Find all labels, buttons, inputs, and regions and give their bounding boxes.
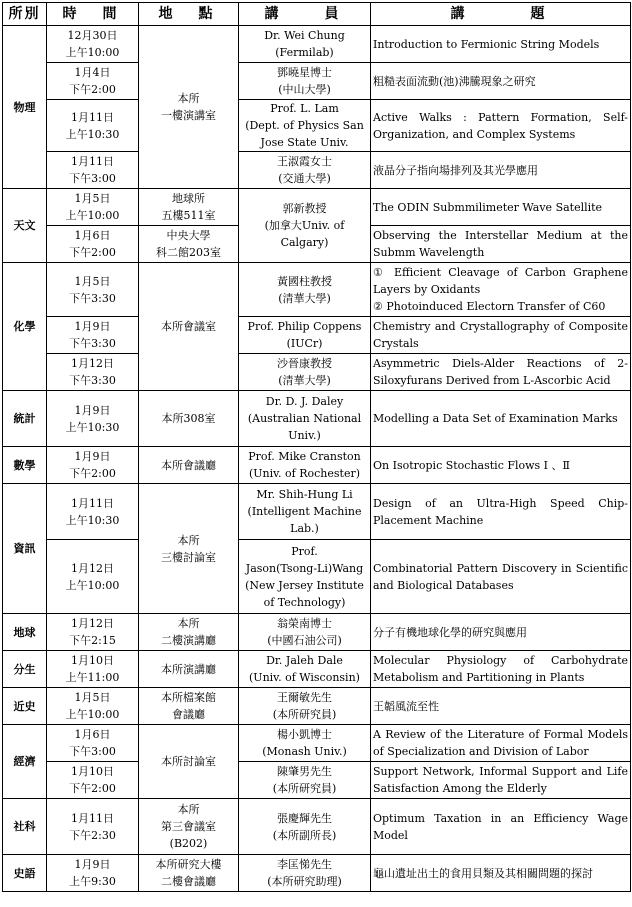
speaker-line: 翁榮南博士 [277, 617, 332, 630]
venue-cell [139, 651, 239, 688]
speaker-line: 張慶輝先生 [277, 811, 332, 825]
time-cell [47, 799, 139, 855]
topic-text: Asymmetric Diels-Alder Reactions of 2-Siloxyfurans Derived from L-Ascorbic Acid [373, 357, 628, 387]
speaker-line: (IUCr) [286, 337, 323, 350]
time-line: 下午3:00 [69, 172, 116, 185]
topic-text: 液晶分子指向場排列及其光學應用 [373, 163, 538, 177]
topic-cell [371, 26, 631, 63]
schedule-row [3, 152, 631, 189]
header-topic: 講 題 [371, 3, 631, 26]
speaker-line: (本所研究助理) [267, 875, 342, 888]
time-line: 1月12日 [71, 357, 114, 370]
speaker-line: (加拿大Univ. of [264, 219, 345, 232]
time-cell [47, 484, 139, 540]
schedule-row [3, 651, 631, 688]
time-cell [47, 540, 139, 614]
venue-line: 地球所 [172, 192, 205, 205]
venue-cell [139, 189, 239, 226]
schedule-row [3, 354, 631, 391]
time-line: 上午10:00 [65, 209, 120, 222]
time-line: 1月5日 [74, 274, 111, 288]
topic-text: Observing the Interstellar Medium at the Submm Wavelength [373, 229, 628, 259]
venue-line: 本所會議室 [161, 320, 216, 333]
venue-cell [139, 614, 239, 651]
time-cell [47, 100, 139, 152]
time-line: 1月12日 [71, 617, 114, 630]
venue-cell [139, 799, 239, 855]
institute-cell: 數學 [3, 447, 47, 484]
topic-cell [371, 651, 631, 688]
institute-cell: 近史 [3, 688, 47, 725]
time-cell [47, 855, 139, 892]
header-time: 時 間 [47, 3, 139, 26]
time-line: 1月11日 [71, 155, 114, 168]
venue-line: 三樓討論室 [161, 550, 216, 564]
time-line: 下午2:00 [69, 246, 116, 259]
schedule-row [3, 391, 631, 447]
topic-text: On Isotropic Stochastic Flows Ⅰ 、Ⅱ [373, 458, 571, 472]
venue-cell [139, 226, 239, 263]
topic-cell [371, 484, 631, 540]
schedule-row [3, 614, 631, 651]
speaker-line: 鄧曉星博士 [277, 66, 332, 79]
topic-cell [371, 354, 631, 391]
speaker-cell [239, 540, 371, 614]
venue-line: 本所檔案館 [161, 691, 216, 704]
schedule-row [3, 263, 631, 317]
time-cell [47, 688, 139, 725]
topic-text: 王韜風流至性 [373, 699, 439, 713]
speaker-cell [239, 189, 371, 263]
time-cell [47, 263, 139, 317]
time-line: 1月4日 [74, 66, 111, 79]
topic-text: Modelling a Data Set of Examination Marks [373, 412, 618, 425]
topic-text: Active Walks : Pattern Formation, Self-Organization, and Complex Systems [373, 110, 628, 141]
speaker-line: (中山大學) [278, 83, 331, 96]
institute-cell: 地球 [3, 614, 47, 651]
venue-cell [139, 263, 239, 391]
speaker-cell [239, 484, 371, 540]
schedule-row [3, 540, 631, 614]
time-cell [47, 26, 139, 63]
time-line: 上午10:00 [65, 578, 120, 592]
topic-cell [371, 189, 631, 226]
speaker-line: (Univ. of Wisconsin) [249, 671, 360, 684]
topic-text: Support Network, Informal Support and Life Satisfaction Among the Elderly [373, 765, 628, 795]
speaker-line: 郭新教授 [282, 202, 327, 215]
schedule-row [3, 26, 631, 63]
venue-cell [139, 26, 239, 189]
topic-cell [371, 799, 631, 855]
time-line: 下午2:00 [69, 83, 116, 96]
topic-cell [371, 614, 631, 651]
topic-text: ① Efficient Cleavage of Carbon Graphene Layers by Oxidants [373, 266, 628, 296]
speaker-cell [239, 688, 371, 725]
time-line: 1月9日 [74, 858, 111, 871]
topic-text: Combinatorial Pattern Discovery in Scientific and Biological Databases [373, 561, 628, 592]
topic-text: 粗糙表面流動(池)沸騰現象之研究 [373, 74, 536, 88]
time-line: 上午11:00 [65, 671, 120, 684]
speaker-cell [239, 317, 371, 354]
schedule-row [3, 688, 631, 725]
topic-text: Molecular Physiology of Carbohydrate Metabolism and Partitioning in Plants [373, 654, 628, 684]
speaker-line: Prof. Mike Cranston [248, 450, 361, 463]
speaker-cell [239, 354, 371, 391]
speaker-line: (Monash Univ.) [262, 745, 347, 758]
speaker-cell [239, 152, 371, 189]
speaker-line: Univ.) [288, 429, 321, 442]
topic-cell [371, 100, 631, 152]
speaker-cell [239, 63, 371, 100]
time-line: 1月9日 [74, 320, 111, 333]
institute-cell: 物理 [3, 26, 47, 189]
institute-cell: 天文 [3, 189, 47, 263]
speaker-line: 楊小凱博士 [277, 728, 332, 741]
time-line: 1月11日 [71, 110, 114, 124]
time-line: 上午10:30 [65, 127, 120, 141]
speaker-line: 黃國柱教授 [277, 274, 332, 288]
venue-line: 本所演講廳 [161, 662, 216, 676]
speaker-line: (清華大學) [278, 291, 331, 305]
time-line: 1月6日 [74, 229, 111, 242]
venue-line: 二樓演講廳 [161, 634, 216, 647]
speaker-line: Jason(Tsong-Li)Wang [245, 561, 364, 575]
header-row [3, 3, 631, 26]
venue-line: 本所 [177, 617, 200, 630]
schedule-row [3, 484, 631, 540]
speaker-line: (Dept. of Physics San [245, 119, 364, 132]
schedule-row [3, 63, 631, 100]
institute-cell: 分生 [3, 651, 47, 688]
topic-text: Chemistry and Crystallography of Composite Crystals [373, 320, 628, 350]
speaker-cell [239, 447, 371, 484]
schedule-row [3, 189, 631, 226]
venue-line: 第三會議室 [161, 820, 216, 833]
venue-cell [139, 447, 239, 484]
time-line: 上午9:30 [69, 875, 116, 888]
topic-cell [371, 263, 631, 317]
institute-cell: 史語 [3, 855, 47, 892]
venue-line: 本所 [177, 803, 200, 816]
topic-cell [371, 63, 631, 100]
time-line: 1月12日 [71, 561, 114, 575]
time-line: 1月11日 [71, 496, 114, 510]
header-speaker: 講 員 [239, 3, 371, 26]
time-line: 下午2:00 [69, 782, 116, 795]
speaker-cell [239, 651, 371, 688]
topic-text: 龜山遺址出土的食用貝類及其相關問題的探討 [373, 866, 593, 880]
venue-line: 本所會議廳 [161, 458, 216, 472]
schedule-row [3, 855, 631, 892]
time-line: 上午10:30 [65, 420, 120, 434]
venue-cell [139, 484, 239, 614]
speaker-line: (Australian National [247, 412, 362, 425]
speaker-cell [239, 799, 371, 855]
speaker-line: Lab.) [290, 522, 319, 535]
speaker-line: Calgary) [280, 236, 329, 249]
time-cell [47, 317, 139, 354]
speaker-line: Dr. Jaleh Dale [266, 654, 343, 667]
speaker-line: Mr. Shih-Hung Li [256, 488, 353, 501]
topic-cell [371, 725, 631, 762]
time-line: 1月10日 [71, 765, 114, 778]
time-line: 1月11日 [71, 811, 114, 825]
institute-cell: 經濟 [3, 725, 47, 799]
speaker-line: 沙晉康教授 [277, 357, 332, 370]
venue-line: 五樓511室 [161, 209, 216, 222]
topic-cell [371, 855, 631, 892]
time-cell [47, 189, 139, 226]
topic-cell [371, 688, 631, 725]
time-line: 下午3:30 [69, 337, 116, 350]
speaker-line: 陳肇男先生 [277, 765, 332, 778]
schedule-row [3, 317, 631, 354]
time-cell [47, 447, 139, 484]
time-line: 1月9日 [74, 450, 111, 463]
speaker-line: (New Jersey Institute [245, 578, 364, 592]
venue-line: 一樓演講室 [161, 109, 216, 122]
speaker-cell [239, 725, 371, 762]
speaker-line: (清華大學) [278, 374, 331, 387]
speaker-line: (Univ. of Rochester) [248, 467, 361, 480]
speaker-line: (本所副所長) [272, 828, 337, 842]
time-cell [47, 614, 139, 651]
speaker-line: Prof. Philip Coppens [247, 320, 362, 333]
time-cell [47, 354, 139, 391]
time-cell [47, 725, 139, 762]
venue-cell [139, 688, 239, 725]
time-cell [47, 762, 139, 799]
topic-text: Design of an Ultra-High Speed Chip-Placement Machine [373, 496, 628, 527]
time-cell [47, 152, 139, 189]
venue-cell [139, 855, 239, 892]
speaker-line: (Fermilab) [275, 46, 334, 59]
time-line: 上午10:00 [65, 708, 120, 721]
time-line: 1月5日 [74, 192, 111, 205]
time-line: 1月9日 [74, 403, 111, 417]
venue-line: 科二館203室 [156, 246, 221, 259]
time-line: 下午3:30 [69, 374, 116, 387]
time-line: 下午3:00 [69, 745, 116, 758]
time-line: 1月10日 [71, 654, 114, 667]
topic-text: A Review of the Literature of Formal Models of Specialization and Division of Labor [373, 728, 628, 758]
speaker-line: Dr. D. J. Daley [265, 395, 344, 408]
venue-line: 本所討論室 [161, 755, 216, 768]
schedule-row [3, 447, 631, 484]
speaker-cell [239, 391, 371, 447]
topic-cell [371, 226, 631, 263]
schedule-row [3, 762, 631, 799]
header-institute: 所別 [3, 3, 47, 26]
time-line: 1月5日 [74, 691, 111, 704]
speaker-line: (中國石油公司) [267, 634, 342, 647]
venue-cell [139, 391, 239, 447]
venue-cell [139, 725, 239, 799]
schedule-row [3, 100, 631, 152]
speaker-line: Dr. Wei Chung [264, 29, 345, 42]
schedule-row [3, 725, 631, 762]
speaker-line: (Intelligent Machine [247, 505, 362, 518]
venue-line: 本所研究大樓 [155, 858, 222, 871]
seminar-schedule-table [2, 2, 631, 892]
time-line: 12月30日 [67, 29, 118, 42]
venue-line: 本所308室 [161, 412, 216, 425]
header-venue: 地 點 [139, 3, 239, 26]
time-line: 下午2:15 [69, 634, 116, 647]
institute-cell: 資訊 [3, 484, 47, 614]
schedule-body [3, 26, 631, 892]
topic-text: The ODIN Submmilimeter Wave Satellite [373, 200, 603, 214]
time-line: 上午10:30 [65, 513, 120, 527]
speaker-cell [239, 100, 371, 152]
speaker-cell [239, 855, 371, 892]
topic-cell [371, 447, 631, 484]
topic-cell [371, 317, 631, 354]
topic-text: Optimum Taxation in an Efficiency Wage Model [373, 811, 628, 842]
time-line: 上午10:00 [65, 46, 120, 59]
topic-text: 分子有機地球化學的研究與應用 [373, 625, 527, 639]
topic-cell [371, 540, 631, 614]
speaker-line: 李匡悌先生 [277, 858, 332, 871]
speaker-line: Jose State Univ. [260, 136, 349, 149]
time-line: 下午2:00 [69, 467, 116, 480]
institute-cell: 統計 [3, 391, 47, 447]
venue-line: 會議廳 [172, 708, 205, 721]
speaker-line: (交通大學) [278, 172, 331, 185]
topic-text: Introduction to Fermionic String Models [373, 37, 600, 51]
time-cell [47, 226, 139, 263]
time-line: 下午2:30 [69, 828, 116, 842]
speaker-line: 王爾敏先生 [277, 691, 332, 704]
time-cell [47, 651, 139, 688]
topic-cell [371, 762, 631, 799]
time-cell [47, 391, 139, 447]
time-line: 下午3:30 [69, 291, 116, 305]
speaker-line: Prof. L. Lam [270, 102, 339, 115]
institute-cell: 化學 [3, 263, 47, 391]
venue-line: 中央大學 [166, 229, 211, 242]
topic-text: ② Photoinduced Electorn Transfer of C60 [373, 300, 606, 313]
speaker-cell [239, 614, 371, 651]
venue-line: 本所 [177, 92, 200, 105]
time-cell [47, 63, 139, 100]
speaker-cell [239, 263, 371, 317]
schedule-row [3, 799, 631, 855]
topic-cell [371, 152, 631, 189]
speaker-cell [239, 762, 371, 799]
speaker-cell [239, 26, 371, 63]
time-line: 1月6日 [74, 728, 111, 741]
venue-line: 二樓會議廳 [161, 875, 216, 888]
speaker-line: (本所研究員) [272, 782, 337, 795]
speaker-line: 王淑霞女士 [277, 155, 332, 168]
topic-cell [371, 391, 631, 447]
speaker-line: Prof. [291, 544, 318, 558]
venue-line: (B202) [169, 837, 208, 850]
speaker-line: of Technology) [263, 595, 346, 609]
venue-line: 本所 [177, 533, 200, 547]
speaker-line: (本所研究員) [272, 708, 337, 721]
institute-cell: 社科 [3, 799, 47, 855]
